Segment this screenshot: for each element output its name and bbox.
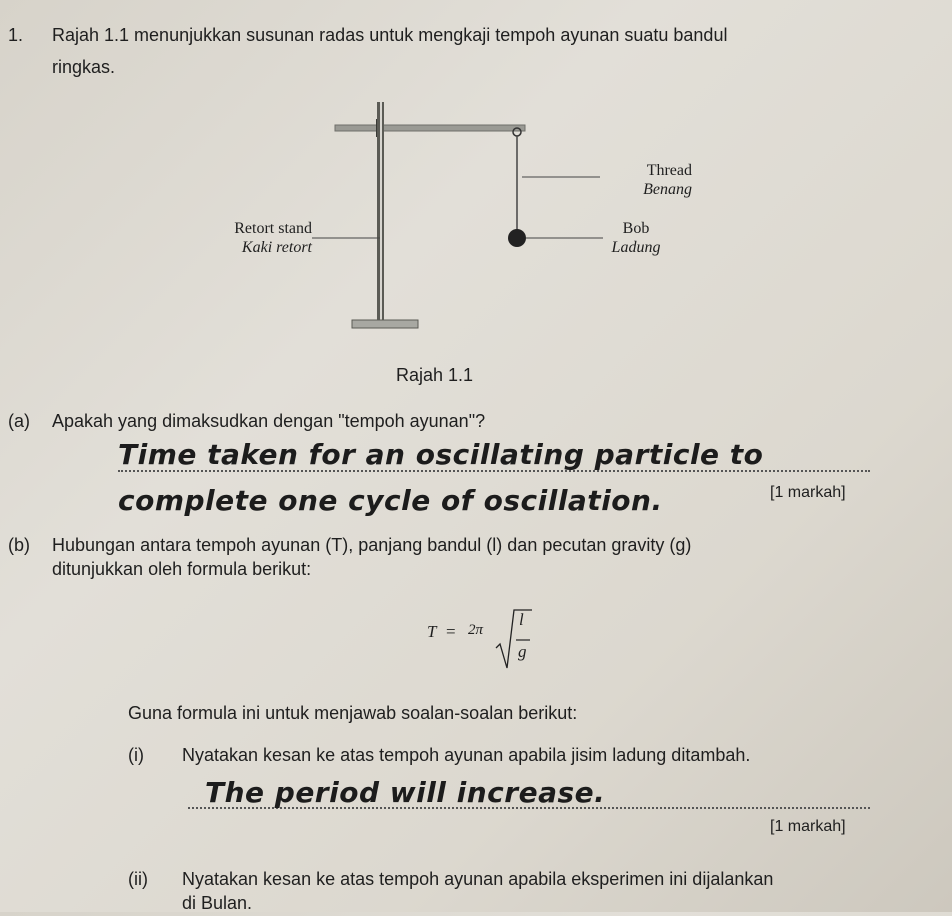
- formula-eq: =: [446, 622, 456, 641]
- sub-ii-question-line2: di Bulan.: [182, 893, 253, 913]
- question-intro-line2: ringkas.: [52, 57, 116, 77]
- bob: [508, 229, 526, 247]
- question-intro-line1: Rajah 1.1 menunjukkan susunan radas untuk mengkaji tempoh ayunan suatu bandul: [52, 25, 728, 45]
- part-a-question: Apakah yang dimaksudkan dengan "tempoh ayunan"?: [52, 411, 486, 431]
- formula-num: l: [519, 610, 524, 629]
- clamp-rod: [335, 125, 525, 131]
- sub-i-marks: [1 markah]: [770, 818, 846, 835]
- formula-den: g: [518, 642, 527, 661]
- part-b-text-line1: Hubungan antara tempoh ayunan (T), panjang bandul (l) dan pecutan gravity (g): [52, 535, 692, 555]
- sub-ii-question-line1: Nyatakan kesan ke atas tempoh ayunan apabila eksperimen ini dijalankan: [182, 869, 774, 889]
- part-a-label: (a): [8, 411, 30, 431]
- label-thread-ms: Benang: [643, 181, 692, 198]
- label-retort-ms: Kaki retort: [241, 239, 312, 256]
- part-b-text-line2: ditunjukkan oleh formula berikut:: [52, 559, 312, 579]
- figure-caption: Rajah 1.1: [396, 365, 474, 385]
- answer-i: The period will increase.: [205, 776, 606, 809]
- answer-a-line2: complete one cycle of oscillation.: [118, 484, 663, 517]
- part-b-label: (b): [8, 535, 30, 555]
- formula-coef: 2π: [468, 622, 484, 638]
- part-b-instruction: Guna formula ini untuk menjawab soalan-soalan berikut:: [128, 703, 578, 723]
- label-bob-ms: Ladung: [611, 239, 661, 256]
- part-a-marks: [1 markah]: [770, 484, 846, 501]
- label-thread-en: Thread: [646, 162, 692, 179]
- formula-lhs: T: [427, 622, 437, 641]
- sub-i-question: Nyatakan kesan ke atas tempoh ayunan apabila jisim ladung ditambah.: [182, 745, 751, 765]
- label-retort-en: Retort stand: [234, 220, 312, 237]
- question-number: 1.: [8, 25, 24, 45]
- sqrt-sign: [494, 604, 534, 674]
- retort-base: [352, 320, 418, 328]
- pendulum-diagram: [200, 92, 700, 342]
- answer-a-line1: Time taken for an oscillating particle to: [118, 438, 764, 471]
- sub-i-label: (i): [128, 745, 144, 765]
- sub-ii-label: (ii): [128, 869, 148, 889]
- label-bob-en: Bob: [622, 220, 650, 237]
